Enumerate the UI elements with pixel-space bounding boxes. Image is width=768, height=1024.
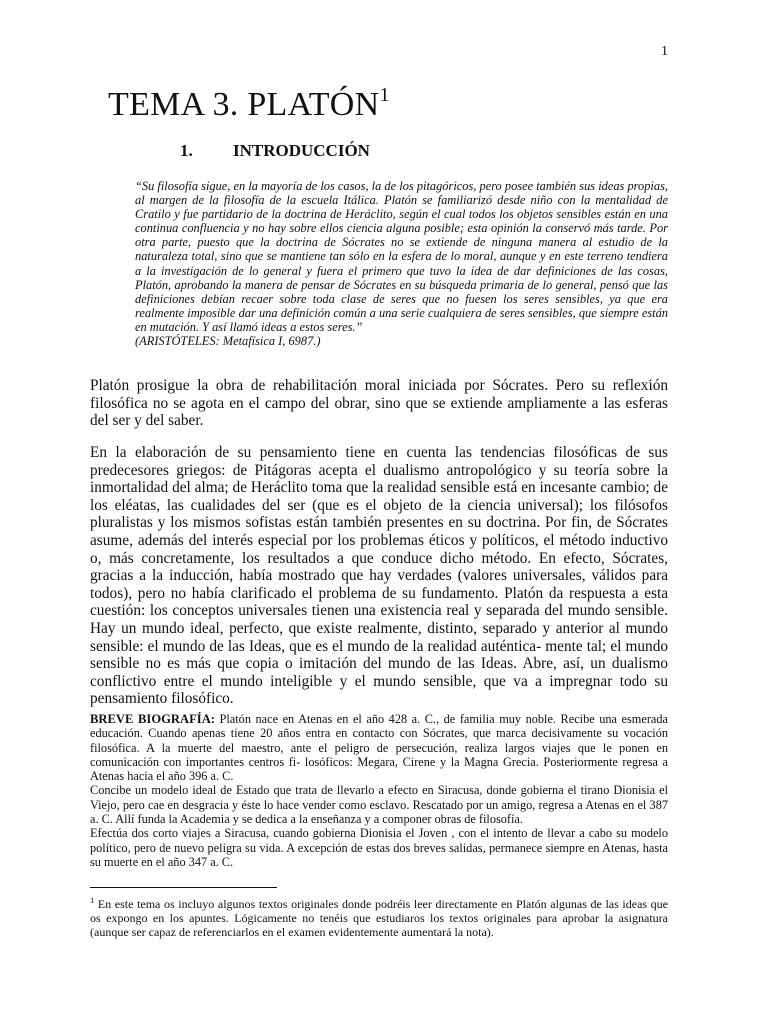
bio-paragraph-1 xyxy=(90,712,668,783)
page-title xyxy=(108,86,390,124)
footnote-separator xyxy=(90,887,277,888)
section-heading xyxy=(180,141,370,161)
footnote-marker: 1 xyxy=(90,895,95,905)
title-text: TEMA 3. PLATÓN xyxy=(108,86,380,123)
quote-citation: (ARISTÓTELES: Metafísica I, 6987.) xyxy=(135,334,321,349)
footnote xyxy=(90,893,668,939)
aristotle-quote xyxy=(135,179,668,348)
body-paragraph-2: En la elaboración de su pensamiento tiene en cuenta las tendencias filosóficas de sus predecesores griegos: de Pitágoras acepta el dualismo antropológico y su teoría sobre la inmortalidad del alma; de Heráclito toma que la realidad sensible está en incesante cambio; de los eléatas, las cualidades del ser (que es el objeto de la ciencia universal); los filósofos pluralistas y los mismos sofistas están también presentes en su doctrina. Por fin, de Sócrates asume, además del interés especial por los problemas éticos y políticos, el método inductivo o, más concretamente, los resultados a que conduce dicho método. En efecto, Sócrates, gracias a la inducción, había mostrado que hay verdades (valores universales, válidos para todos), pero no había clarificado el problema de su fundamento. Platón da respuesta a esta cuestión: los conceptos universales tienen una existencia real y separada del mundo sensible. Hay un mundo ideal, perfecto, que existe realmente, distinto, separado y anterior al mundo sensible: el mundo de las Ideas, que es el mundo de la realidad auténtica- mente tal; el mundo sensible no es más que copia o imitación del mundo de las Ideas. Abre, así, un dualismo conflictivo entre el mundo inteligible y el mundo sensible, que va a impregnar todo su pensamiento filosófico. xyxy=(90,444,668,708)
page-number: 1 xyxy=(661,44,668,59)
bio-paragraph-2: Concibe un modelo ideal de Estado que trata de llevarlo a efecto en Siracusa, donde gobierna el tirano Dionisia el Viejo, pero cae en desgracia y éste lo hace vender como esclavo. Rescatado por un amigo, regresa a Atenas en el 387 a. C. Allí funda la Academia y se dedica a la enseñanza y a componer obras de filosofía. xyxy=(90,783,668,827)
section-title: INTRODUCCIÓN xyxy=(233,141,370,160)
body-paragraph-1: Platón prosigue la obra de rehabilitación moral iniciada por Sócrates. Pero su reflexión filosófica no se agota en el campo del obrar, sino que se extiende ampliamente a las esferas del ser y del saber. xyxy=(90,377,668,430)
biography-section xyxy=(90,712,668,869)
bio-label: BREVE BIOGRAFÍA: xyxy=(90,712,215,726)
section-number: 1. xyxy=(180,141,193,160)
bio-text-1: Platón nace en Atenas en el año 428 a. C., de familia muy noble. Recibe una esmerada educación. Cuando apenas tiene 20 años entra en contacto con Sócrates, que marca decisivamente su vocación filosófica. A la muerte del maestro, ante el peligro de persecución, realiza largos viajes que le ponen en comunicación con importantes centros fi- losóficos: Megara, Cirene y la Magna Grecia. Posteriormente regresa a Atenas hacia el año 396 a. C. xyxy=(90,712,668,784)
footnote-reference: 1 xyxy=(379,84,390,106)
quote-text: “Su filosofía sigue, en la mayoría de los casos, la de los pitagóricos, pero posee también sus ideas propias, al margen de la filosofía de la escuela Itálica. Platón se familiarizó desde niño con la mentalidad de Cratilo y fue partidario de la doctrina de Heráclito, según el cual todos los objetos sensibles están en una continua confluencia y no hay sobre ellos ciencia alguna posible; esta opinión la conservó más tarde. Por otra parte, puesto que la doctrina de Sócrates no se extiende de ninguna manera al estudio de la naturaleza total, sino que se mantiene tan sólo en la esfera de lo moral, aunque y en este terreno tendiera a la investigación de lo general y fuera el primero que tuvo la idea de dar definiciones de las cosas, Platón, aprobando la manera de pensar de Sócrates en su búsqueda primaria de lo general, pensó que las definiciones debían recaer sobre toda clase de seres que no fuesen los seres sensibles, ya que era realmente imposible dar una definición común a una serie cualquiera de seres sensibles, que siempre están en mutación. Y así llamó ideas a estos seres.” xyxy=(135,179,668,334)
bio-paragraph-3: Efectúa dos corto viajes a Siracusa, cuando gobierna Dionisia el Joven , con el intento de llevar a cabo su modelo político, pero de nuevo peligra su vida. A excepción de estas dos breves salidas, permanece siempre en Atenas, hasta su muerte en el año 347 a. C. xyxy=(90,826,668,869)
footnote-text: En este tema os incluyo algunos textos originales donde podréis leer directamente en Platón algunas de las ideas que os expongo en los apuntes. Lógicamente no tenéis que estudiaros los textos originales para aprobar la asignatura (aunque ser capaz de referenciarlos en el examen evidentemente aumentará la nota). xyxy=(90,897,668,939)
